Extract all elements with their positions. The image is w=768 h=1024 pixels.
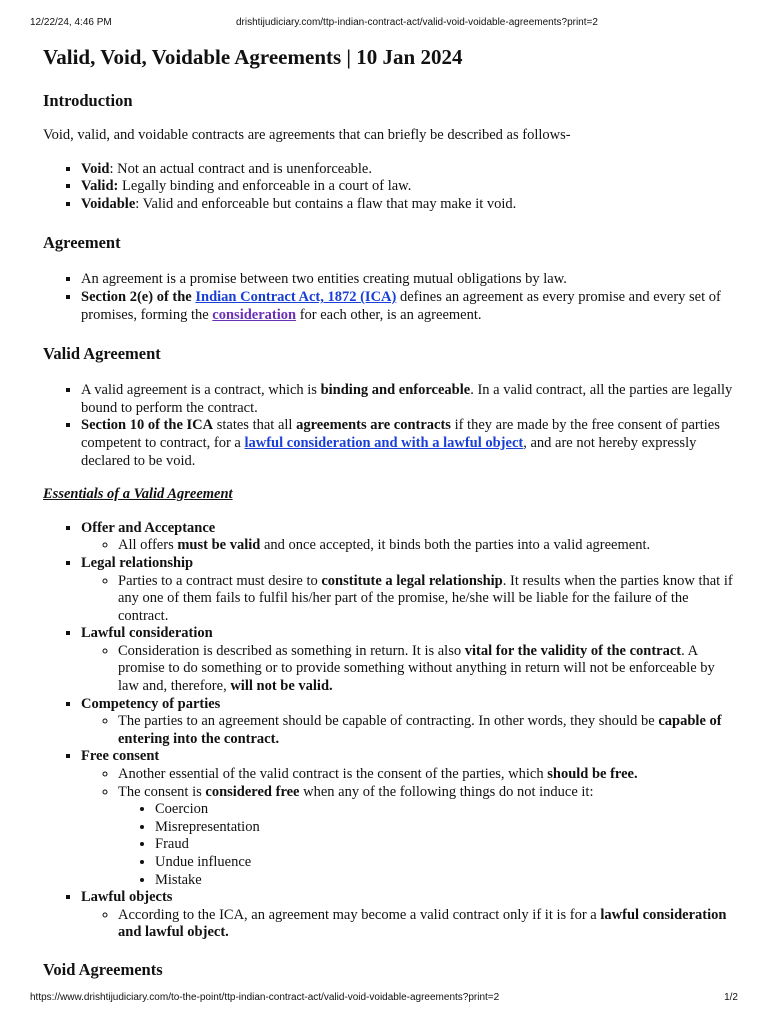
list-item: ◦ The parties to an agreement should be capable of contracting. In other words, they should be capable of entering into the contract. (118, 713, 733, 748)
list-item: ▪ Void: Not an actual contract and is unenforceable. (81, 161, 733, 179)
section-heading-agreement: Agreement (43, 233, 121, 253)
list-item: ▪ Competency of parties ◦ The parties to an agreement should be capable of contracting. In other words, they should be capable of entering into the contract. (81, 696, 733, 749)
list-item: ▪ Section 10 of the ICA states that all agreements are contracts if they are made by the free consent of parties competent to contract, for a lawful consideration and with a lawful object, and are not hereby expressly declared to be void. (81, 417, 733, 470)
list-item: ▪ Legal relationship ◦ Parties to a contract must desire to constitute a legal relationship. It results when the parties know that if any one of them fails to fulfil his/her part of the promise, he/she will be liable for the failure of the contract. (81, 555, 733, 625)
lawful-consideration-link[interactable]: lawful consideration and with a lawful object (244, 434, 524, 451)
print-header-url: drishtijudiciary.com/ttp-indian-contract-act/valid-void-voidable-agreements?print=2 (236, 17, 598, 28)
consideration-link[interactable]: consideration (212, 306, 297, 323)
essentials-heading: Essentials of a Valid Agreement (43, 486, 233, 503)
essentials-list (43, 520, 733, 942)
section-heading-valid-agreement: Valid Agreement (43, 344, 161, 364)
list-item: ▪ A valid agreement is a contract, which is binding and enforceable. In a valid contract, all the parties are legally bound to perform the contract. (81, 382, 733, 417)
list-item: ▪ Offer and Acceptance ◦ All offers must be valid and once accepted, it binds both the parties into a valid agreement. (81, 520, 733, 555)
print-footer-url: https://www.drishtijudiciary.com/to-the-point/ttp-indian-contract-act/valid-void-voidable-agreements?print=2 (30, 992, 500, 1003)
list-item: • Undue influence (155, 854, 733, 872)
list-item: ◦ Another essential of the valid contract is the consent of the parties, which should be free. (118, 766, 733, 784)
list-item: ◦ The consent is considered free when any of the following things do not induce it: • Coercion • Misrepresentation • Fraud • Undue influence • Mistake (118, 784, 733, 890)
list-item: ◦ Consideration is described as something in return. It is also vital for the validity of the contract. A promise to do something or to provide something without anything in return will not be enforceable by law and, therefore, will not be valid. (118, 643, 733, 696)
agreement-list (43, 271, 733, 324)
section-heading-void-agreements: Void Agreements (43, 959, 163, 979)
list-item: ▪ Valid: Legally binding and enforceable in a court of law. (81, 178, 733, 196)
list-item: ◦ According to the ICA, an agreement may become a valid contract only if it is for a lawful consideration and lawful object. (118, 907, 733, 942)
list-item: ◦ Parties to a contract must desire to constitute a legal relationship. It results when the parties know that if any one of them fails to fulfil his/her part of the promise, he/she will be liable for the failure of the contract. (118, 573, 733, 626)
valid-agreement-list (43, 382, 733, 470)
list-item: ▪ Free consent ◦ Another essential of the valid contract is the consent of the parties, which should be free. ◦ The consent is considered free when any of the following things do not induce it: • Coercion • Misrepresentation • Fraud • Undue influence • Mistake (81, 748, 733, 889)
page-number: 1/2 (724, 992, 738, 1003)
ica-link[interactable]: Indian Contract Act, 1872 (ICA) (195, 288, 397, 305)
list-item: ▪ Lawful consideration ◦ Consideration is described as something in return. It is also vital for the validity of the contract. A promise to do something or to provide something without anything in return will not be enforceable by law and, therefore, will not be valid. (81, 625, 733, 695)
print-header (30, 17, 738, 31)
intro-list (43, 161, 733, 214)
print-date: 12/22/24, 4:46 PM (30, 17, 112, 28)
section-heading-introduction: Introduction (43, 91, 133, 110)
list-item: • Mistake (155, 872, 733, 890)
intro-paragraph: Void, valid, and voidable contracts are agreements that can briefly be described as follows- (43, 127, 571, 143)
list-item: ▪ Lawful objects ◦ According to the ICA, an agreement may become a valid contract only if it is for a lawful consideration and lawful object. (81, 889, 733, 942)
list-item: • Fraud (155, 836, 733, 854)
article-content (43, 42, 733, 982)
page-title: Valid, Void, Voidable Agreements | 10 Jan 2024 (43, 45, 463, 69)
list-item: • Coercion (155, 801, 733, 819)
list-item: • Misrepresentation (155, 819, 733, 837)
list-item: ▪ Voidable: Valid and enforceable but contains a flaw that may make it void. (81, 196, 733, 214)
list-item: ▪ An agreement is a promise between two entities creating mutual obligations by law. (81, 271, 733, 289)
list-item: ▪ Section 2(e) of the Indian Contract Act, 1872 (ICA) defines an agreement as every promise and every set of promises, forming the consideration for each other, is an agreement. (81, 289, 733, 324)
list-item: ◦ All offers must be valid and once accepted, it binds both the parties into a valid agreement. (118, 537, 733, 555)
print-footer (30, 992, 738, 1006)
